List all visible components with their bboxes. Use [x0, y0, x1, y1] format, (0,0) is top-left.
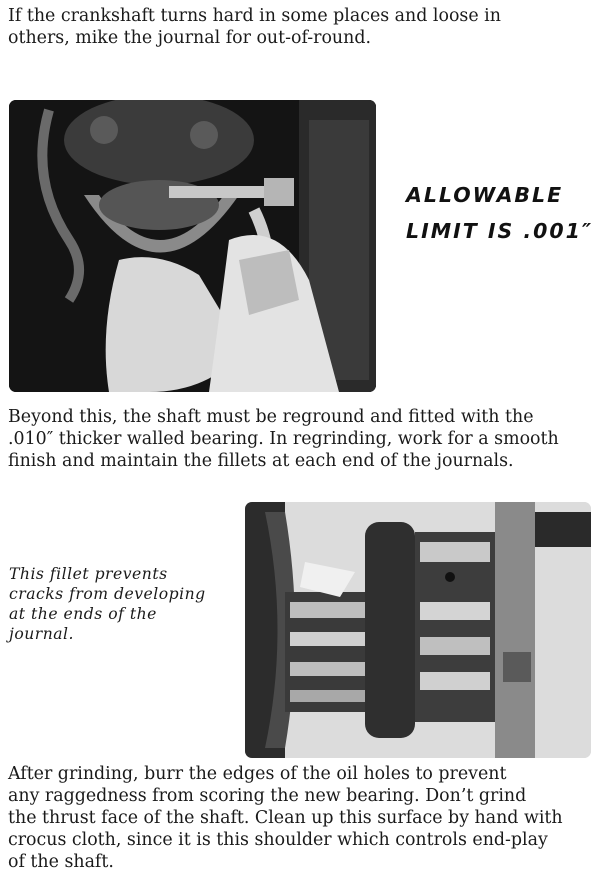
callout-line-2: LIMIT IS .001″	[406, 219, 594, 243]
crankshaft-journal-illustration	[245, 502, 591, 758]
burr-line-1: After grinding, burr the edges of the oil holes to prevent	[8, 764, 507, 784]
burr-line-3: the thrust face of the shaft. Clean up this surface by hand with	[8, 808, 563, 828]
caption-line-2: cracks from developing	[9, 585, 206, 603]
regrind-line-2: .010″ thicker walled bearing. In regrinding, work for a smooth	[8, 429, 559, 449]
caption-line-3: at the ends of the	[9, 605, 157, 623]
intro-line-1: If the crankshaft turns hard in some places and loose in	[8, 6, 501, 26]
burr-paragraph	[8, 763, 594, 873]
callout-line-1: ALLOWABLE	[406, 183, 564, 207]
burr-line-5: of the shaft.	[8, 852, 114, 872]
micrometer-photo-illustration	[9, 100, 376, 392]
intro-paragraph	[8, 5, 594, 49]
micrometer-photo	[9, 100, 376, 392]
caption-line-4: journal.	[9, 625, 75, 643]
allowable-limit-callout	[406, 177, 596, 249]
regrind-line-1: Beyond this, the shaft must be reground and fitted with the	[8, 407, 534, 427]
regrind-line-3: finish and maintain the fillets at each end of the journals.	[8, 451, 514, 471]
burr-line-4: crocus cloth, since it is this shoulder which controls end-play	[8, 830, 548, 850]
regrind-paragraph	[8, 406, 594, 472]
intro-line-2: others, mike the journal for out-of-round.	[8, 28, 371, 48]
burr-line-2: any raggedness from scoring the new bearing. Don’t grind	[8, 786, 527, 806]
caption-line-1: This fillet prevents	[9, 565, 168, 583]
fillet-caption	[9, 564, 224, 644]
crankshaft-journal-photo	[245, 502, 591, 758]
